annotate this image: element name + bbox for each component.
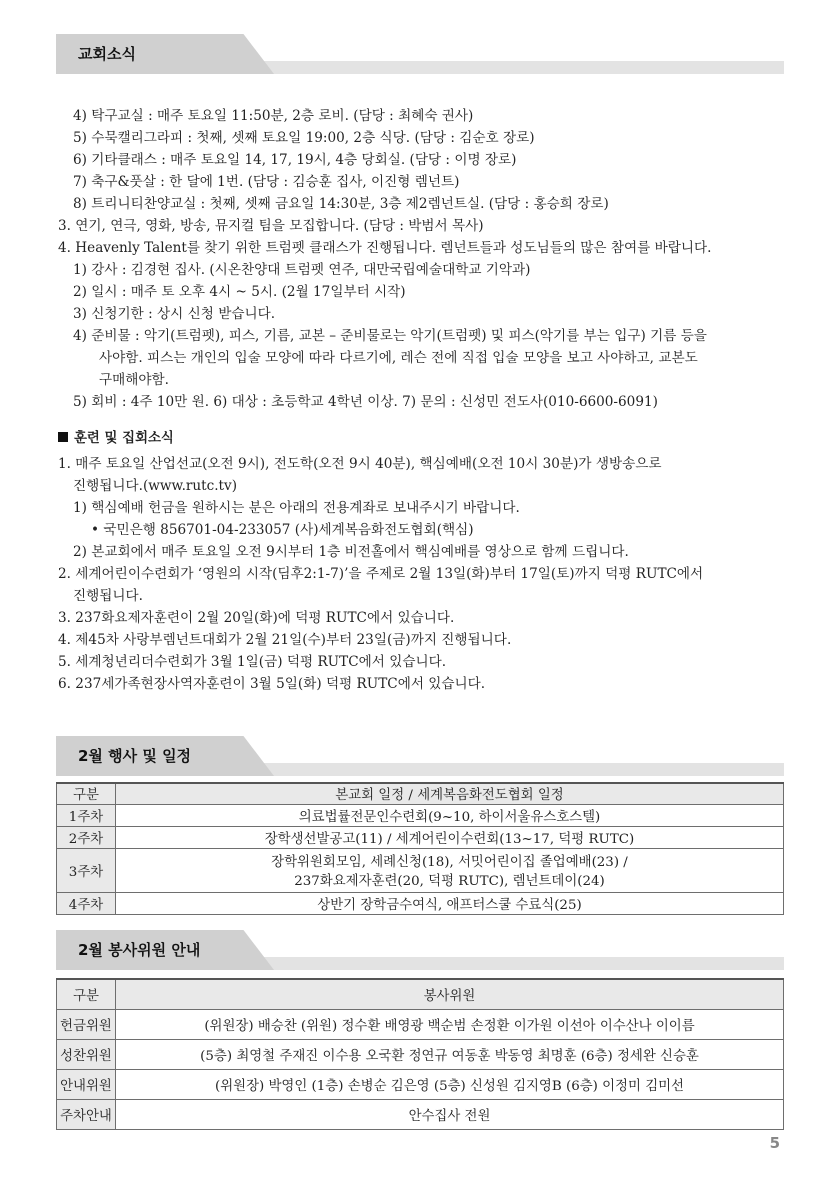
table-row [57, 1099, 784, 1129]
news-line: 8) 트리니티찬양교실 : 첫째, 셋째 금요일 14:30분, 3층 제2렘넌트실. (담당 : 홍승희 장로) [73, 196, 609, 212]
row-label: 2주차 [57, 826, 116, 848]
section-header-news [56, 34, 784, 74]
square-bullet-icon [58, 432, 68, 442]
training-line: 1) 핵심예배 헌금을 원하시는 분은 아래의 전용계좌로 보내주시기 바랍니다. [73, 500, 520, 516]
volunteers-table [56, 978, 784, 1130]
row-value: 장학생선발공고(11) / 세계어린이수련회(13~17, 덕평 RUTC) [116, 826, 784, 848]
news-line: 사야함. 피스는 개인의 입술 모양에 따라 다르기에, 레슨 전에 직접 입술 모양을 보고 사야하고, 교본도 [99, 350, 698, 366]
training-line: 진행됩니다.(www.rutc.tv) [73, 478, 237, 494]
section-title: 2월 봉사위원 안내 [78, 941, 201, 959]
training-line: • 국민은행 856701-04-233057 (사)세계복음화전도협회(핵심) [91, 522, 474, 538]
row-value-line: 237화요제자훈련(20, 덕평 RUTC), 렘넌트데이(24) [294, 874, 605, 889]
row-label: 1주차 [57, 804, 116, 826]
row-value: (위원장) 박영인 (1층) 손병순 김은영 (5층) 신성원 김지영B (6층) 이정미 김미선 [116, 1069, 784, 1099]
row-value: 안수집사 전원 [116, 1099, 784, 1129]
news-line: 7) 축구&풋살 : 한 달에 1번. (담당 : 김승훈 집사, 이진형 렘넌트) [73, 174, 460, 190]
table-row [57, 1009, 784, 1039]
news-line: 4) 탁구교실 : 매주 토요일 11:50분, 2층 로비. (담당 : 최혜숙 권사) [73, 108, 474, 124]
column-header: 본교회 일정 / 세계복음화전도협회 일정 [116, 783, 784, 804]
training-line: 진행됩니다. [73, 588, 143, 604]
row-label: 주차안내 [57, 1099, 116, 1129]
section-title: 2월 행사 및 일정 [78, 747, 192, 765]
news-line: 3. 연기, 연극, 영화, 방송, 뮤지컬 팀을 모집합니다. (담당 : 박범서 목사) [58, 218, 484, 234]
row-value: 의료법률전문인수련회(9~10, 하이서울유스호스텔) [116, 804, 784, 826]
training-line: 1. 매주 토요일 산업선교(오전 9시), 전도학(오전 9시 40분), 핵심예배(오전 10시 30분)가 생방송으로 [58, 456, 662, 472]
column-header: 봉사위원 [116, 979, 784, 1009]
table-row [57, 1069, 784, 1099]
row-value: 상반기 장학금수여식, 애프터스쿨 수료식(25) [116, 892, 784, 914]
row-label: 안내위원 [57, 1069, 116, 1099]
page-number: 5 [769, 1134, 780, 1152]
news-line: 4. Heavenly Talent를 찾기 위한 트럼펫 클래스가 진행됩니다. 렘넌트들과 성도님들의 많은 참여를 바랍니다. [58, 240, 712, 256]
column-header: 구분 [57, 783, 116, 804]
column-header: 구분 [57, 979, 116, 1009]
training-line: 2) 본교회에서 매주 토요일 오전 9시부터 1층 비전홀에서 핵심예배를 영상으로 함께 드립니다. [73, 544, 629, 560]
row-value: (위원장) 배승찬 (위원) 정수환 배영광 백순범 손정환 이가원 이선아 이수산나 이이름 [116, 1009, 784, 1039]
row-value [116, 848, 784, 892]
news-line: 4) 준비물 : 악기(트럼펫), 피스, 기름, 교본 – 준비물로는 악기(트럼펫) 및 피스(악기를 부는 입구) 기름 등을 [73, 328, 707, 344]
training-line: 4. 제45차 사랑부렘넌트대회가 2월 21일(수)부터 23일(금)까지 진행됩니다. [58, 632, 512, 648]
row-label: 헌금위원 [57, 1009, 116, 1039]
row-label: 성찬위원 [57, 1039, 116, 1069]
news-line: 구매해야함. [99, 372, 169, 388]
events-table [56, 782, 784, 915]
row-label: 3주차 [57, 848, 116, 892]
training-heading: 훈련 및 집회소식 [58, 427, 174, 446]
news-line: 2) 일시 : 매주 토 오후 4시 ~ 5시. (2월 17일부터 시작) [73, 284, 406, 300]
training-line: 3. 237화요제자훈련이 2월 20일(화)에 덕평 RUTC에서 있습니다. [58, 610, 455, 626]
table-row [57, 848, 784, 892]
row-value-line: 장학위원회모임, 세례신청(18), 서밋어린이집 졸업예배(23) / [271, 855, 628, 870]
news-line: 6) 기타클래스 : 매주 토요일 14, 17, 19시, 4층 당회실. (담당 : 이명 장로) [73, 152, 517, 168]
row-label: 4주차 [57, 892, 116, 914]
training-line: 6. 237세가족현장사역자훈련이 3월 5일(화) 덕평 RUTC에서 있습니다. [58, 676, 486, 692]
table-row [57, 804, 784, 826]
news-line: 5) 수묵캘리그라피 : 첫째, 셋째 토요일 19:00, 2층 식당. (담당 : 김순호 장로) [73, 130, 535, 146]
table-row [57, 826, 784, 848]
training-line: 2. 세계어린이수련회가 ‘영원의 시작(딤후2:1-7)’을 주제로 2월 13일(화)부터 17일(토)까지 덕평 RUTC에서 [58, 566, 704, 582]
table-row [57, 892, 784, 914]
table-row [57, 1039, 784, 1069]
news-line: 5) 회비 : 4주 10만 원. 6) 대상 : 초등학교 4학년 이상. 7) 문의 : 신성민 전도사(010-6600-6091) [73, 394, 658, 410]
training-line: 5. 세계청년리더수련회가 3월 1일(금) 덕평 RUTC에서 있습니다. [58, 654, 447, 670]
news-line: 3) 신청기한 : 상시 신청 받습니다. [73, 306, 276, 322]
section-title: 교회소식 [78, 45, 136, 63]
section-header-events [56, 736, 784, 776]
row-value: (5층) 최영철 주재진 이수용 오국환 정연규 여동훈 박동영 최명훈 (6층) 정세완 신승훈 [116, 1039, 784, 1069]
news-line: 1) 강사 : 김경현 집사. (시온찬양대 트럼펫 연주, 대만국립예술대학교 기악과) [73, 262, 531, 278]
section-header-volunteers [56, 930, 784, 970]
